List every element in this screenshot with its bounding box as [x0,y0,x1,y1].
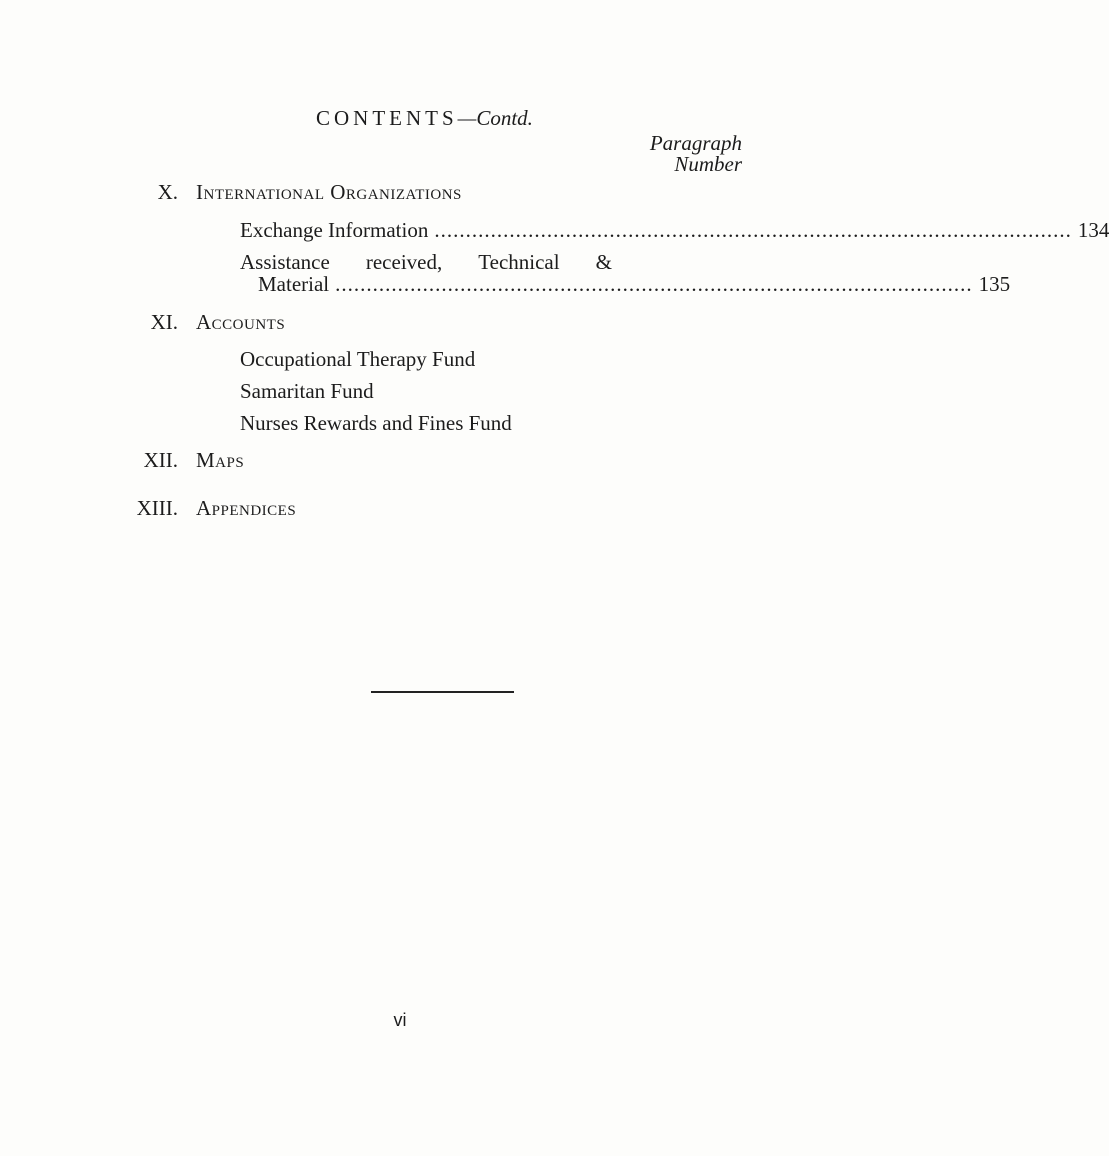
paragraph-number-column-heading [650,133,742,175]
dot-leader: ...................................................................................................... [335,272,973,296]
entry-label: Exchange Information [240,218,429,242]
entry-label-word: & [595,250,612,274]
paragraph-number: 135 [978,272,1011,296]
toc-entry-occupational-therapy-fund: Occupational Therapy Fund [240,347,476,371]
toc-entry-nurses-rewards-fines-fund: Nurses Rewards and Fines Fund [240,411,512,435]
column-heading-line2: Number [674,152,742,176]
toc-entry-assistance-received-continued [240,264,1011,304]
entry-label-continued: Material [258,272,330,296]
title-main: CONTENTS [316,106,458,130]
section-number-xiii: XIII. [136,496,178,520]
dot-leader: ...................................................................................................... [434,218,1072,242]
section-title-appendices: Appendices [196,496,297,520]
column-heading-line1: Paragraph [649,131,742,155]
section-title-maps: Maps [196,448,245,472]
page-number: vi [393,1010,407,1030]
section-number-xii: XII. [143,448,178,472]
horizontal-rule [371,691,514,693]
title-contd: —Contd. [457,106,533,130]
section-number-xi: XI. [150,310,178,334]
toc-entry-samaritan-fund: Samaritan Fund [240,379,374,403]
entry-label-word: Assistance [240,250,330,274]
entry-label-word: Technical [478,250,560,274]
page-title [316,98,533,138]
entry-label-word: received, [365,250,443,274]
section-title-accounts: Accounts [196,310,286,334]
section-title-international-organizations: International Organizations [196,180,462,204]
paragraph-number: 134 [1077,218,1109,242]
section-number-x: X. [157,180,178,204]
